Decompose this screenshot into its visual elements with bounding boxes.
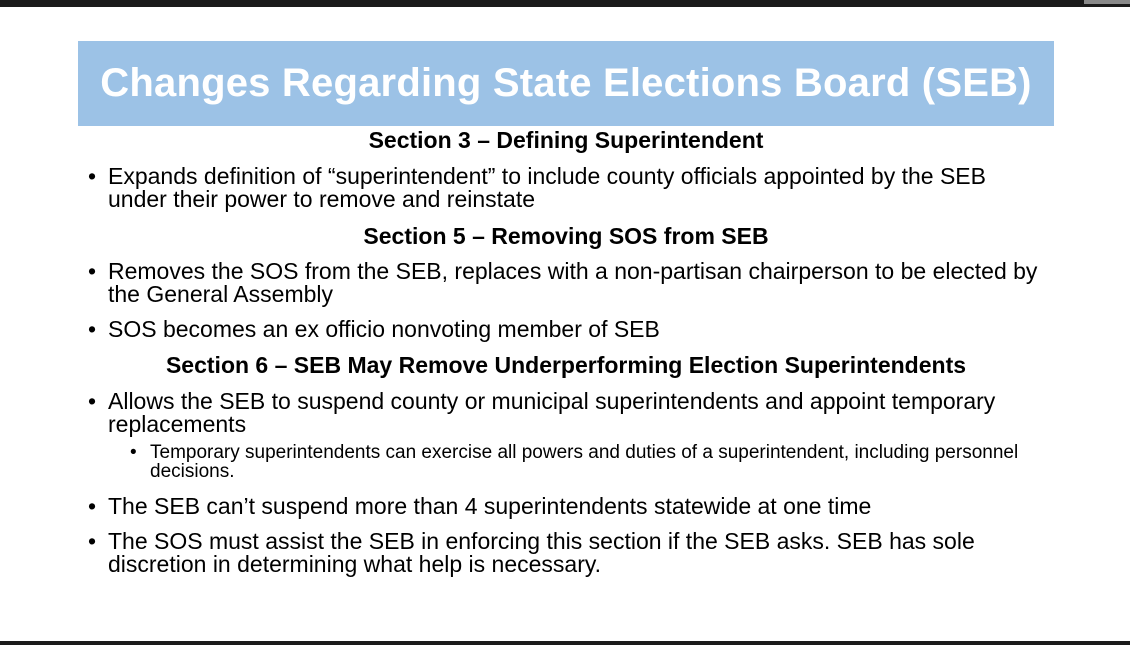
- bullet-text: SOS becomes an ex officio nonvoting member of SEB: [108, 316, 660, 342]
- bullet-item: [88, 165, 1048, 211]
- section-heading-5: Section 5 – Removing SOS from SEB: [363, 223, 769, 249]
- title-band: [78, 41, 1054, 126]
- window-top-bar-handle: [1084, 0, 1130, 4]
- bullet-text: Expands definition of “superintendent” to include county officials appointed by the SEB under their power to remove and reinstate: [108, 163, 986, 212]
- bullet-item: [88, 260, 1048, 306]
- bullet-dot: •: [88, 258, 97, 284]
- bullet-text: Removes the SOS from the SEB, replaces with a non-partisan chairperson to be elected by the General Assembly: [108, 258, 1038, 307]
- bullet-item: [88, 390, 1048, 436]
- bullet-dot: •: [88, 528, 97, 554]
- bullet-dot: •: [88, 163, 97, 189]
- bullet-item: [88, 495, 1048, 518]
- bullet-dot: •: [88, 388, 97, 414]
- section-heading-3: Section 3 – Defining Superintendent: [368, 127, 764, 153]
- bullet-dot: •: [88, 316, 97, 342]
- slide-title: Changes Regarding State Elections Board (SEB): [100, 61, 1032, 105]
- window-bottom-bar: [0, 641, 1130, 645]
- sub-bullet-item: [130, 443, 1050, 481]
- bullet-text: The SEB can’t suspend more than 4 superintendents statewide at one time: [108, 493, 872, 519]
- bullet-item: [88, 530, 1048, 576]
- bullet-item: [88, 318, 1048, 341]
- slide: [0, 7, 1130, 641]
- bullet-dot: •: [130, 442, 137, 463]
- bullet-text: Allows the SEB to suspend county or municipal superintendents and appoint temporary replacements: [108, 388, 996, 437]
- bullet-dot: •: [88, 493, 97, 519]
- sub-bullet-text: Temporary superintendents can exercise all powers and duties of a superintendent, including personnel decisions.: [150, 442, 1019, 482]
- bullet-text: The SOS must assist the SEB in enforcing this section if the SEB asks. SEB has sole discretion in determining what help is necessary.: [108, 528, 975, 577]
- window-top-bar: [0, 0, 1130, 7]
- section-heading-6: Section 6 – SEB May Remove Underperforming Election Superintendents: [165, 352, 967, 378]
